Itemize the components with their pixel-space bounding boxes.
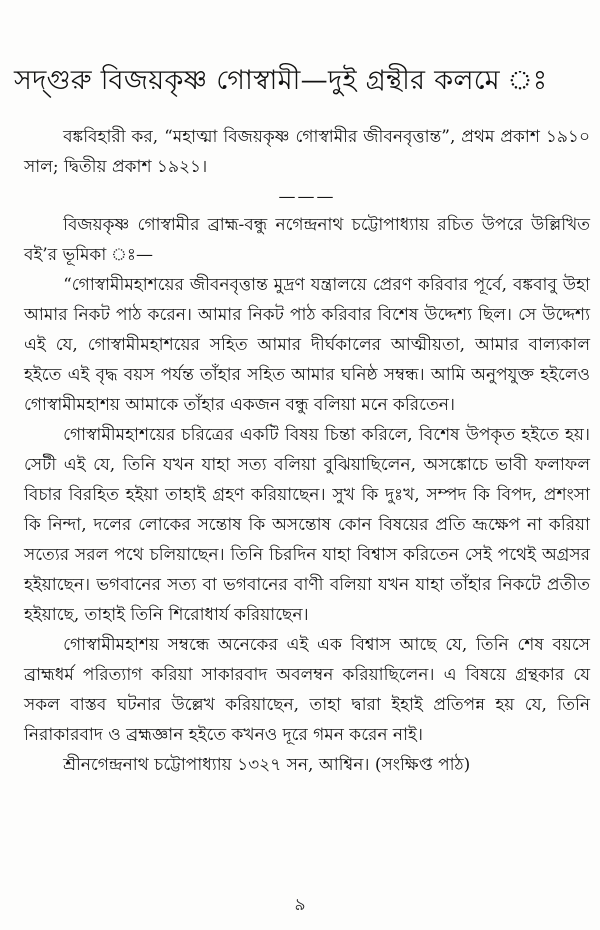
intro-paragraph: বিজয়কৃষ্ণ গোস্বামীর ব্রাহ্ম-বন্ধু নগেন্দ্রনাথ চট্টোপাধ্যায় রচিত উপরে উল্লিখিত বই’র ভূমিকা ঃ— (24, 215, 590, 265)
page-number: ৯ (294, 895, 306, 915)
quote-paragraph-2: গোস্বামীমহাশয়ের চরিত্রের একটি বিষয় চিন্তা করিলে, বিশেষ উপকৃত হইতে হয়। সেটী এই যে, তিনি যখন যাহা সত্য বলিয়া বুঝিয়াছিলেন, অসঙ্কোচে ভাবী ফলাফল বিচার বিরহিত হইয়া তাহাই গ্রহণ করিয়াছেন। সুখ কি দুঃখ, সম্পদ কি বিপদ, প্রশংসা কি নিন্দা, দলের লোকের সন্তোষ কি অসন্তোষ কোন বিষয়ের প্রতি ভ্রূক্ষেপ না করিয়া সত্যের সরল পথে চলিয়াছেন। তিনি চিরদিন যাহা বিশ্বাস করিতেন সেই পথেই অগ্রসর হইয়াছেন। ভগবানের সত্য বা ভগবানের বাণী বলিয়া যখন যাহা তাঁহার নিকটে প্রতীত হইয়াছে, তাহাই তিনি শিরোধার্য করিয়াছেন। (24, 425, 590, 625)
section-separator: ——— (278, 187, 336, 207)
page-title: সদ্‌গুরু বিজয়কৃষ্ণ গোস্বামী—দুই গ্রন্থীর কলমে ঃ (14, 65, 548, 96)
signature-line: শ্রীনগেন্দ্রনাথ চট্টোপাধ্যায় ১৩২৭ সন, আশ্বিন। (সংক্ষিপ্ত পাঠ) (63, 755, 471, 775)
citation-paragraph: বঙ্কবিহারী কর, “মহাত্মা বিজয়কৃষ্ণ গোস্বামীর জীবনবৃত্তান্ত”, প্রথম প্রকাশ ১৯১০ সাল; দ্বিতীয় প্রকাশ ১৯২১। (24, 127, 590, 177)
quote-paragraph-1: “গোস্বামীমহাশয়ের জীবনবৃত্তান্ত মুদ্রণ যন্ত্রালয়ে প্রেরণ করিবার পূর্বে, বঙ্কবাবু উহা আমার নিকট পাঠ করেন। আমার নিকট পাঠ করিবার বিশেষ উদ্দেশ্য ছিল। সে উদ্দেশ্য এই যে, গোস্বামীমহাশয়ের সহিত আমার দীর্ঘকালের আত্মীয়তা, আমার বাল্যকাল হইতে এই বৃদ্ধ বয়স পর্যন্ত তাঁহার সহিত আমার ঘনিষ্ঠ সম্বন্ধ। আমি অনুপযুক্ত হইলেও গোস্বামীমহাশয় আমাকে তাঁহার একজন বন্ধু বলিয়া মনে করিতেন। (24, 275, 590, 415)
document-body (24, 122, 590, 780)
quote-paragraph-3: গোস্বামীমহাশয় সম্বন্ধে অনেকের এই এক বিশ্বাস আছে যে, তিনি শেষ বয়সে ব্রাহ্মধর্ম পরিত্যাগ করিয়া সাকারবাদ অবলম্বন করিয়াছিলেন। এ বিষয়ে গ্রন্থকার যে সকল বাস্তব ঘটনার উল্লেখ করিয়াছেন, তাহা দ্বারা ইহাই প্রতিপন্ন হয় যে, তিনি নিরাকারবাদ ও ব্রহ্মজ্ঞান হইতে কখনও দূরে গমন করেন নাই। (24, 635, 590, 745)
